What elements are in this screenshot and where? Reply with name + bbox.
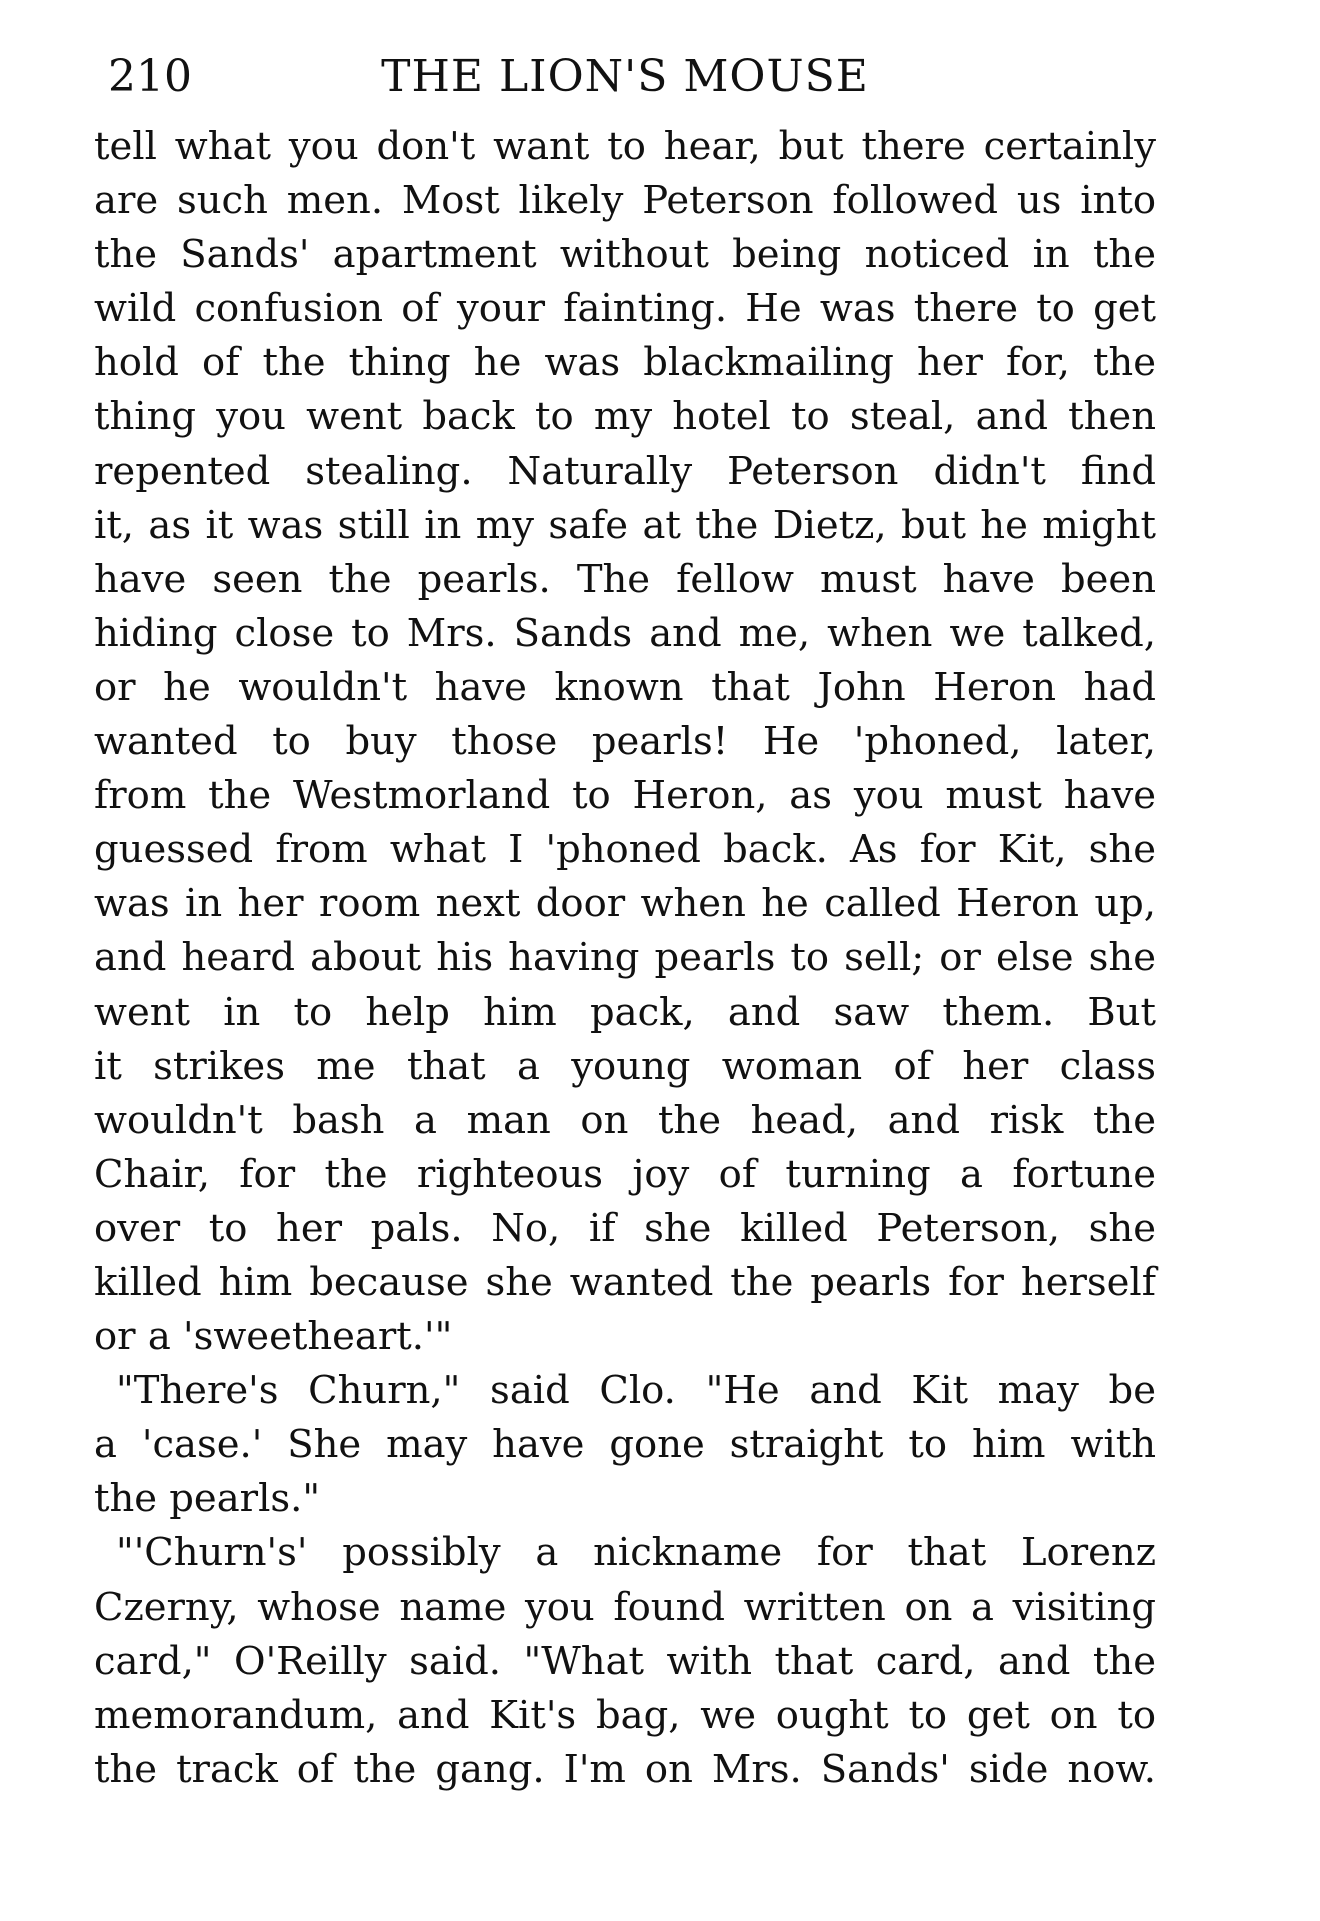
body-text — [94, 120, 1156, 1797]
text-line: thing you went back to my hotel to steal, and then — [94, 394, 1156, 440]
text-line: are such men. Most likely Peterson followed us into — [94, 178, 1156, 224]
text-line: wild confusion of your fainting. He was there to get — [94, 286, 1156, 332]
text-line: wouldn't bash a man on the head, and risk the — [94, 1097, 1156, 1143]
text-line: guessed from what I 'phoned back. As for Kit, she — [94, 827, 1156, 873]
text-line: or he wouldn't have known that John Heron had — [94, 664, 1156, 710]
text-line: the pearls." — [94, 1476, 321, 1522]
text-line: it, as it was still in my safe at the Dietz, but he might — [94, 502, 1156, 548]
text-line: the Sands' apartment without being noticed in the — [94, 232, 1156, 278]
text-line: repented stealing. Naturally Peterson didn't find — [94, 448, 1156, 494]
text-line: "There's Churn," said Clo. "He and Kit may be — [116, 1368, 1156, 1414]
book-page — [94, 40, 1156, 1797]
text-line: was in her room next door when he called Heron up, — [94, 881, 1156, 927]
text-line: Czerny, whose name you found written on a visiting — [94, 1584, 1156, 1630]
text-line: the track of the gang. I'm on Mrs. Sands' side now. — [94, 1746, 1156, 1792]
text-line: "'Churn's' possibly a nickname for that Lorenz — [116, 1530, 1156, 1576]
page-number: 210 — [108, 51, 192, 102]
text-line: from the Westmorland to Heron, as you must have — [94, 773, 1156, 819]
running-head — [94, 40, 1156, 114]
text-line: over to her pals. No, if she killed Peterson, she — [94, 1205, 1156, 1251]
text-line: wanted to buy those pearls! He 'phoned, later, — [94, 719, 1156, 765]
text-line: Chair, for the righteous joy of turning a fortune — [94, 1151, 1156, 1197]
text-line: a 'case.' She may have gone straight to him with — [94, 1422, 1156, 1468]
text-line: memorandum, and Kit's bag, we ought to get on to — [94, 1692, 1156, 1738]
text-line: and heard about his having pearls to sell; or else she — [94, 935, 1156, 981]
text-line: hiding close to Mrs. Sands and me, when we talked, — [94, 610, 1156, 656]
text-line: card," O'Reilly said. "What with that card, and the — [94, 1638, 1156, 1684]
text-line: hold of the thing he was blackmailing her for, the — [94, 340, 1156, 386]
text-line: it strikes me that a young woman of her class — [94, 1043, 1156, 1089]
text-line: went in to help him pack, and saw them. But — [94, 989, 1156, 1035]
book-title: THE LION'S MOUSE — [381, 51, 869, 102]
text-line: killed him because she wanted the pearls for herself — [94, 1259, 1156, 1305]
text-line: or a 'sweetheart.'" — [94, 1314, 453, 1360]
text-line: have seen the pearls. The fellow must have been — [94, 556, 1156, 602]
text-line: tell what you don't want to hear, but there certainly — [94, 124, 1156, 169]
